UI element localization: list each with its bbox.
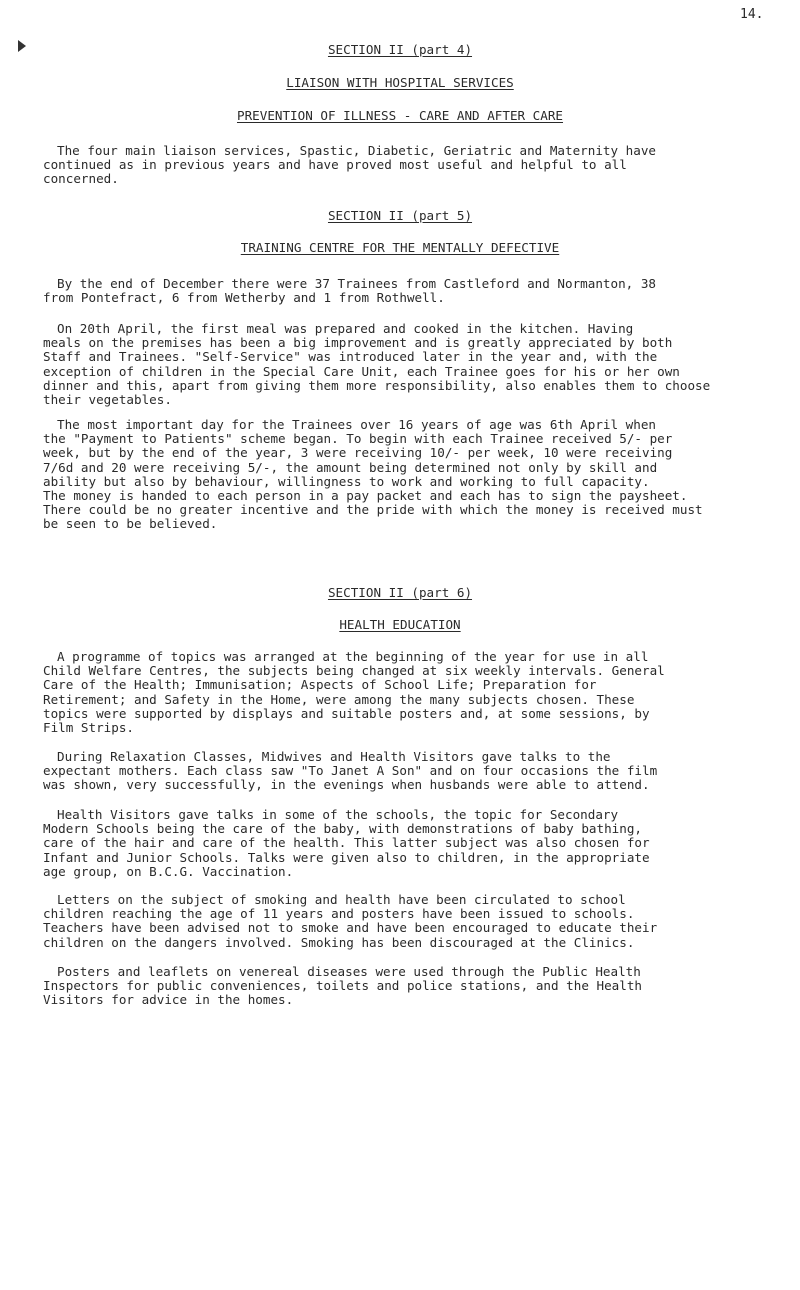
text-line: children reaching the age of 11 years and posters have been issued to schools. (43, 906, 635, 922)
text-line: dinner and this, apart from giving them more responsibility, also enables them to choose (43, 377, 711, 393)
text-line: During Relaxation Classes, Midwives and Health Visitors gave talks to the (57, 749, 611, 764)
paragraph (43, 749, 777, 793)
text-line: their vegetables. (43, 391, 172, 407)
paragraph (43, 964, 777, 1008)
text-line: There could be no greater incentive and the pride with which the money is received must (43, 502, 703, 518)
text-line: 7/6d and 20 were receiving 5/-, the amount being determined not only by skill and (43, 459, 658, 475)
text-line: The money is handed to each person in a pay packet and each has to sign the paysheet. (43, 487, 688, 503)
paragraph (43, 807, 777, 879)
text-line: By the end of December there were 37 Trainees from Castleford and Normanton, 38 (57, 276, 656, 291)
text-line: expectant mothers. Each class saw "To Janet A Son" and on four occasions the film (43, 763, 658, 779)
paragraph (43, 649, 777, 735)
text-line: topics were supported by displays and suitable posters and, at some sessions, by (43, 705, 650, 721)
text-line: Modern Schools being the care of the baby, with demonstrations of baby bathing, (43, 821, 642, 837)
text-line: children on the dangers involved. Smoking has been discouraged at the Clinics. (43, 934, 635, 950)
text-line: Care of the Health; Immunisation; Aspects of School Life; Preparation for (43, 677, 597, 693)
subheading-training-centre: TRAINING CENTRE FOR THE MENTALLY DEFECTIVE (240, 240, 560, 255)
paragraph (43, 144, 763, 187)
section-heading-part-5: SECTION II (part 5) (327, 208, 473, 223)
text-line: ability but also by behaviour, willingness to work and working to full capacity. (43, 473, 650, 489)
text-line: Teachers have been advised not to smoke and have been encouraged to educate their (43, 920, 658, 936)
text-line: Film Strips. (43, 719, 134, 735)
text-line: A programme of topics was arranged at the beginning of the year for use in all (57, 649, 649, 664)
paragraph (43, 276, 777, 306)
paragraph (43, 892, 777, 950)
text-line: age group, on B.C.G. Vaccination. (43, 863, 294, 879)
paragraph (43, 417, 777, 532)
text-line: meals on the premises has been a big improvement and is greatly appreciated by both (43, 335, 673, 351)
section-heading-part-4: SECTION II (part 4) (327, 42, 473, 57)
text-line: Letters on the subject of smoking and health have been circulated to school (57, 892, 626, 907)
text-line: concerned. (43, 171, 119, 187)
text-line: Child Welfare Centres, the subjects being changed at six weekly intervals. General (43, 663, 665, 679)
text-line: continued as in previous years and have proved most useful and helpful to all (43, 157, 627, 173)
text-line: week, but by the end of the year, 3 were receiving 10/- per week, 10 were receiving (43, 445, 673, 461)
subheading-prevention: PREVENTION OF ILLNESS - CARE AND AFTER CARE (236, 108, 564, 123)
text-line: Staff and Trainees. "Self-Service" was introduced later in the year and, with the (43, 349, 658, 365)
paragraph (43, 321, 777, 407)
text-line: The most important day for the Trainees over 16 years of age was 6th April when (57, 417, 656, 432)
section-heading-part-6: SECTION II (part 6) (327, 585, 473, 600)
text-line: Visitors for advice in the homes. (43, 992, 294, 1008)
text-line: Infant and Junior Schools. Talks were given also to children, in the appropriate (43, 849, 650, 865)
text-line: be seen to be believed. (43, 516, 218, 532)
text-line: the "Payment to Patients" scheme began. To begin with each Trainee received 5/- per (43, 431, 673, 447)
text-line: was shown, very successfully, in the evenings when husbands were able to attend. (43, 777, 650, 793)
text-line: Health Visitors gave talks in some of the schools, the topic for Secondary (57, 807, 619, 822)
text-line: Inspectors for public conveniences, toilets and police stations, and the Health (43, 978, 642, 994)
page-number: 14. (740, 7, 764, 22)
subheading-health-education: HEALTH EDUCATION (339, 617, 461, 632)
text-line: On 20th April, the first meal was prepared and cooked in the kitchen. Having (57, 321, 634, 336)
text-line: care of the hair and care of the health. This latter subject was also chosen for (43, 835, 650, 851)
text-line: exception of children in the Special Care Unit, each Trainee goes for his or her own (43, 363, 680, 379)
text-line: from Pontefract, 6 from Wetherby and 1 from Rothwell. (43, 290, 445, 306)
text-line: The four main liaison services, Spastic, Diabetic, Geriatric and Maternity have (57, 143, 656, 158)
text-line: Posters and leaflets on venereal diseases were used through the Public Health (57, 964, 641, 979)
text-line: Retirement; and Safety in the Home, were among the many subjects chosen. These (43, 691, 635, 707)
subheading-liaison: LIAISON WITH HOSPITAL SERVICES (286, 75, 514, 90)
